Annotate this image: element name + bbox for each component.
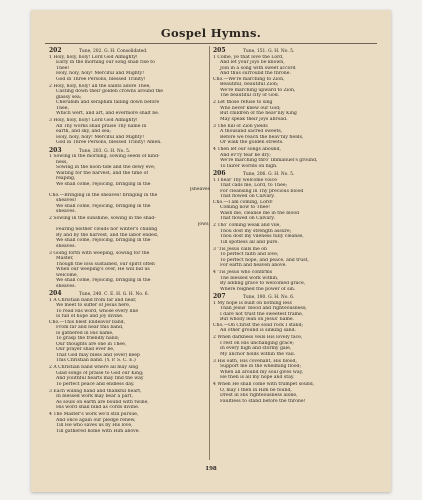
- hymn-line: 1 My hope is built on nothing less: [213, 300, 292, 306]
- hymn-line: 1 Come, ye that love the Lord,: [213, 54, 284, 60]
- hymn-line: Is full of hope and joy divine.: [56, 314, 124, 319]
- hymn-line: 3 Each willing hand and thankful heart,: [49, 388, 142, 394]
- hymn-line: By adding grace to welcomed grace,: [220, 281, 306, 286]
- hymn-line: May speak their joys abroad.: [220, 116, 288, 122]
- hymn-line: Cho.—On Christ the solid rock I stand;: [213, 322, 304, 328]
- hymn-tune: Tune, 206. G. H. No. 5.: [243, 172, 295, 177]
- hymn-line: ness,: [56, 159, 68, 165]
- hymn-line: For earth and heaven above.: [220, 263, 287, 268]
- hymn-line: That calls me, Lord, to Thee;: [220, 183, 288, 188]
- hymn-line: I dare not trust the sweetest frame,: [220, 311, 304, 317]
- hymn-line: 3 'Tis Jesus calls me on: [213, 246, 268, 252]
- hymn-line: My anchor holds within the vail.: [220, 351, 296, 357]
- hymn-text: [213, 301, 376, 405]
- hymn-line: 4 The Master's work we'll still pursue,: [49, 412, 139, 417]
- hymn-line: Cho.—We're marching to Zion,: [213, 76, 285, 82]
- hymn-line: That flowed on Calvary.: [220, 216, 275, 221]
- hymn-line: Cherubim and seraphim falling down before: [56, 100, 160, 105]
- hymn-line: A thousand sacred sweets,: [220, 129, 283, 134]
- hymn-line: Master,: [56, 256, 74, 261]
- hymn-text: [49, 154, 212, 289]
- hymn-tune: Tune, 240. C. E. H. G. H. No. 6.: [79, 292, 149, 297]
- hymn-line: Fearing neither clouds nor winter's chilling: [56, 227, 158, 232]
- hymn-line: In blessed work may bear a part,: [56, 394, 133, 399]
- hymn-line: But wholly lean on Jesus' name.: [220, 317, 295, 322]
- hymn-line: We shall come, rejoicing, bringing in the: [56, 181, 151, 187]
- hymn-line: Drest in His righteousness alone,: [220, 393, 298, 398]
- hymn-line: And youthful hearts may find the way: [56, 376, 144, 381]
- hymn-line: Our prayer shall ever be,: [56, 347, 115, 352]
- page-number: 198: [205, 466, 217, 472]
- hymn-line: We shall come, rejoicing, bringing in the: [56, 278, 151, 283]
- hymn-tune: Tune, 151. G. H. No. 5.: [243, 49, 295, 54]
- hymn-line: Who never knew our God;: [220, 105, 281, 111]
- hymn-line: Or walk the golden streets.: [220, 140, 284, 145]
- hymn-line: 3 Holy, holy, holy! Lord God Almighty!: [49, 118, 138, 123]
- hymn-line: Though the loss sustained, our spirit often: [56, 261, 155, 267]
- hymn-text: [49, 298, 212, 435]
- hymn-line: Before we reach the heav'nly fields,: [220, 134, 304, 140]
- hymn-line: In every high and stormy gale,: [220, 346, 292, 351]
- hymn-text: [49, 55, 212, 146]
- hymn-line: And thus surround the throne.: [220, 71, 291, 76]
- hymn-line: Casting down their golden crowns around the: [56, 89, 164, 94]
- hymn-line: God in Three Persons, blessed Trinity!: [56, 76, 146, 82]
- hymn-line: Support me in the whelming flood;: [220, 364, 302, 369]
- hymn-number: 207: [213, 293, 226, 300]
- hymn-line: When all around my soul gives way,: [220, 369, 304, 375]
- hymn-line: Glad songs of praise to God our King;: [56, 370, 144, 376]
- hymn-line: As souls on earth are bound with twine,: [56, 399, 149, 405]
- hymn-line: 3 His oath, His covenant, His blood,: [213, 358, 297, 364]
- hymn-tune: Tune, 203. G. H. No. 5.: [79, 148, 131, 154]
- hymn-line: That God may bless and (ever) keep: [56, 352, 140, 358]
- hymn-line: He then is all my hope and stay.: [220, 375, 295, 380]
- hymn-line: sheaves.: [56, 243, 76, 249]
- hymn-number: 205: [213, 47, 226, 54]
- hymn-header: [213, 48, 376, 55]
- hymn-line: This Christian band. (Y. P. S. C. E.): [56, 358, 136, 363]
- hymn-header: [49, 48, 212, 55]
- hymn-line: Faultless to stand before the throne!: [220, 398, 306, 404]
- hymn-header: [213, 171, 376, 178]
- hymn-header: [213, 294, 376, 301]
- hymn-line: Is gathered in His name,: [56, 330, 114, 336]
- hymn-line: 1 Holy, holy, holy! Lord God Almighty!: [49, 54, 138, 60]
- hymn-tune: Tune, 202. G. H. Consolidated.: [79, 49, 148, 54]
- hymn-line: 1 Sowing in the morning, sowing seeds of kind-: [49, 154, 160, 159]
- hymn-line: Waiting for the harvest, and the time of: [56, 170, 149, 176]
- hymn-line: Cho.—I am coming, Lord!: [213, 199, 273, 205]
- hymn-line: The blessed work within,: [220, 275, 279, 281]
- hymn-line: To read His word, whose every line: [56, 308, 139, 314]
- hymn-line: 4 'Tis Jesus who confirms: [213, 270, 273, 275]
- hymn-line: sheaves.: [56, 209, 76, 214]
- hymn-line: 2 When darkness veils His lovely face,: [213, 335, 303, 340]
- hymn-line: 4 Then let our songs abound,: [213, 147, 282, 152]
- hymn-line: But children of the heav'nly King: [220, 111, 297, 116]
- hymn-line: When our weeping's over, He will bid us: [56, 267, 150, 272]
- hymn-line: Than Jesus' blood and righteousness;: [220, 306, 307, 311]
- hymn-line: Beautiful, beautiful Zion;: [220, 82, 279, 87]
- hymn-number: 204: [49, 290, 62, 297]
- hymn-line: For cleansing in Thy precious blood: [220, 188, 304, 194]
- hymn-line: Early in the morning our song shall rise to: [56, 60, 155, 65]
- hymn-line: glassy sea;: [56, 94, 82, 100]
- hymn-line: To perfect hope, and peace, and trust,: [220, 257, 309, 263]
- hymn-number: 206: [213, 170, 226, 177]
- hymn-line: Thee!: [56, 65, 70, 71]
- hymn-header: [49, 291, 212, 298]
- hymn-line: reaping,: [56, 176, 76, 181]
- hymn-line: From far and near this band,: [56, 325, 124, 330]
- hymn-line: earth, and sky, and sea;: [56, 129, 111, 134]
- hymn-line: sheaves!: [56, 198, 77, 203]
- hymn-line: We're marching upward to Zion,: [220, 87, 296, 93]
- hymnal-page: [31, 10, 391, 492]
- hymn-line: Where reigned the power of sin.: [220, 286, 296, 292]
- right-column: [213, 46, 376, 406]
- hymn-line: To fairer worlds on high.: [220, 163, 278, 169]
- hymn-line: 2 Sowing in the sunshine, sowing in the shad-: [49, 216, 156, 221]
- hymn-line: We meet to suffer of Jesus here,: [56, 303, 131, 308]
- hymn-line: [sheaves: [189, 187, 210, 192]
- hymn-tune: Tune, 180. G. H. No. 6.: [243, 295, 295, 300]
- hymn-line: We're marching thro' Immanuel's ground,: [220, 158, 318, 163]
- hymn-line: 2 Tho' coming weak and vile,: [213, 223, 281, 228]
- hymn-line: Join in a song with sweet accord: [220, 65, 296, 71]
- hymn-line: Holy, holy, holy! Merciful and Mighty!: [56, 71, 145, 76]
- page-title: Gospel Hymns.: [160, 26, 262, 40]
- hymn-line: 4 When He shall come with trumpet sound,: [213, 382, 315, 387]
- hymn-line: Wash me, cleanse me in the blood: [220, 210, 300, 216]
- hymn-line: And once again our pledge renew,: [56, 417, 136, 423]
- hymn-line: God in Three Persons, blessed Trinity! Amen.: [56, 140, 162, 145]
- hymn-line: Sowing in the noon-tide and the dewy eve;: [56, 165, 156, 170]
- hymn-line: By and by the harvest, and the labor ended,: [56, 232, 159, 238]
- hymn-number: 203: [49, 146, 62, 154]
- hymn-line: O, may I then in Him be found,: [220, 387, 292, 393]
- title-rule: [45, 43, 377, 44]
- hymn-line: Cho.—Bringing in the sheaves! bringing in the: [49, 192, 158, 198]
- hymn-line: Coming now to Thee!: [220, 205, 270, 210]
- hymn-line: And let your joys be known,: [220, 60, 285, 65]
- hymn-line: The beautiful city of God.: [220, 93, 280, 98]
- hymn-line: To grasp the friendly hand;: [56, 336, 120, 341]
- hymn-line: 1 I hear Thy welcome voice: [213, 177, 277, 183]
- hymn-line: Thou dost my vileness fully cleanse,: [220, 234, 304, 239]
- hymn-text: [213, 55, 376, 170]
- hymn-line: Thee,: [56, 105, 69, 111]
- hymn-number: 202: [49, 47, 62, 54]
- hymn-line: Our thoughts are one in Thee,: [56, 341, 127, 347]
- hymn-line: 2 Let those refuse to sing: [213, 100, 273, 105]
- hymn-line: We shall come, rejoicing, bringing in the: [56, 238, 151, 243]
- hymn-line: Till gathered home with Him above.: [56, 428, 140, 434]
- hymn-line: And ev'ry tear be dry;: [220, 152, 271, 158]
- hymn-line: Which wert, and art, and evermore shalt be.: [56, 111, 160, 116]
- hymn-line: I rest on His unchanging grace;: [220, 340, 294, 346]
- hymn-line: That flowed on Calvary.: [220, 194, 275, 199]
- hymn-line: To perfect faith and love;: [220, 252, 279, 257]
- hymn-line: Holy, holy, holy! Merciful and Mighty!: [56, 134, 145, 140]
- hymn-line: Till spotless all and pure.: [220, 239, 279, 245]
- left-column: [49, 46, 212, 436]
- hymn-line: 3 Going forth with weeping, sowing for the: [49, 250, 150, 256]
- hymn-line: We shall come, rejoicing, bringing in the: [56, 203, 151, 209]
- hymn-text: [213, 178, 376, 293]
- hymn-line: 2 Holy, holy, holy! all the saints adore Thee,: [49, 83, 151, 89]
- hymn-line: [ows;: [197, 221, 210, 227]
- hymn-line: 3 The hill of Zion yields: [213, 123, 268, 129]
- hymn-line: Till He who saves us by His love,: [56, 423, 133, 428]
- hymn-line: Thou dost my strength assure;: [220, 228, 292, 234]
- hymn-line: 2 A Christian band where all may sing: [49, 365, 139, 370]
- hymn-line: 1 A Christian band from far and near,: [49, 297, 137, 303]
- hymn-line: To perfect peace and endless day.: [56, 381, 135, 387]
- hymn-line: Cho.—This blest Endeavor band,: [49, 319, 126, 325]
- hymn-line: welcome,: [56, 272, 78, 278]
- hymn-line: sheaves.: [56, 283, 76, 289]
- hymn-line: All other ground is sinking sand.: [220, 328, 297, 333]
- hymn-line: His word shall bind as cords divine.: [56, 405, 140, 410]
- hymn-line: All Thy works shall praise Thy name in: [56, 123, 147, 129]
